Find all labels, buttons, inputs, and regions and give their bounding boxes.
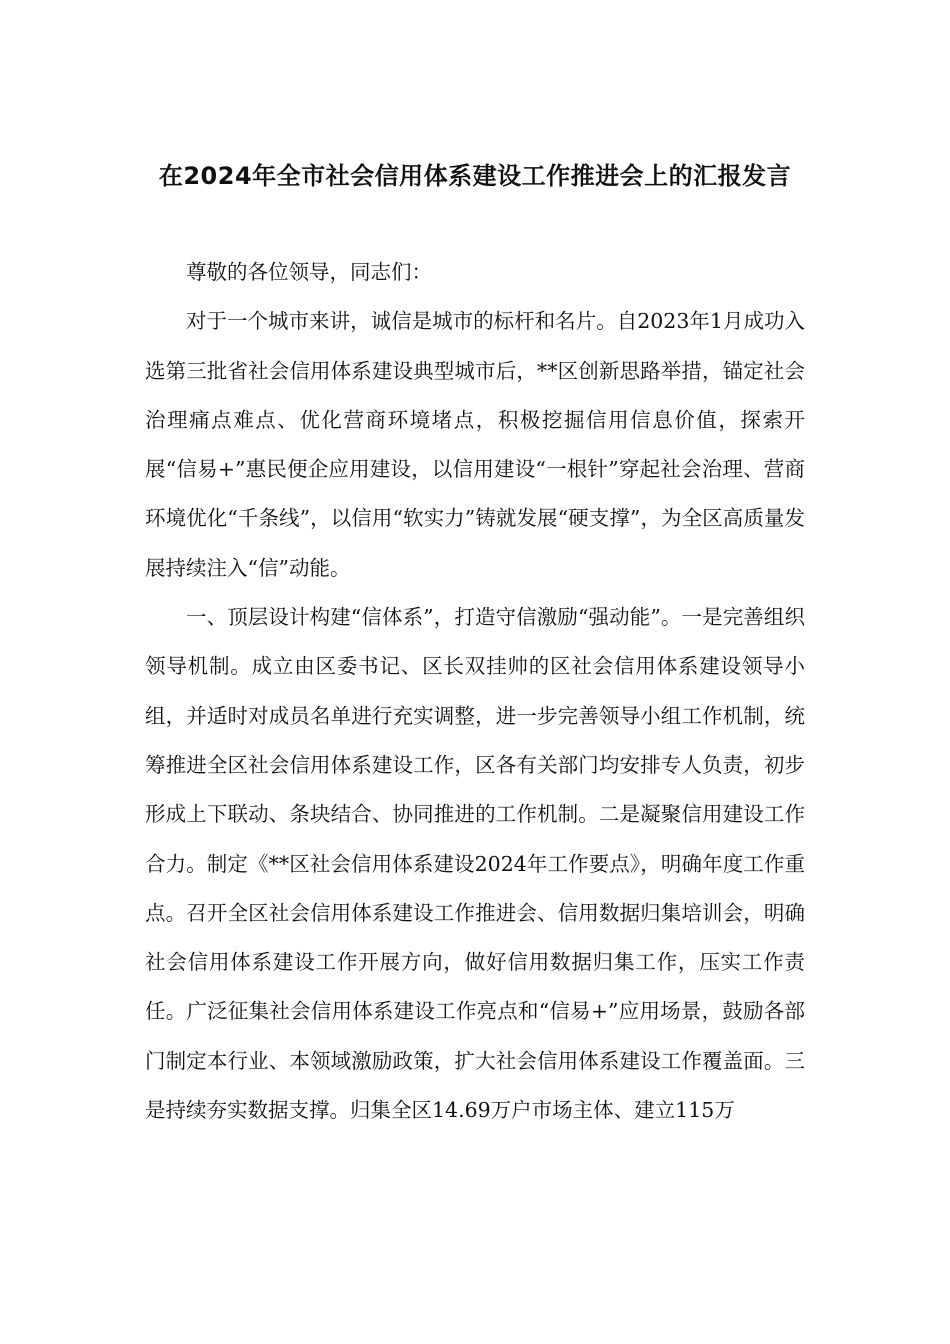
- salutation-paragraph: 尊敬的各位领导，同志们：: [186, 260, 432, 284]
- document-body: [145, 248, 805, 1135]
- intro-paragraph: 对于一个城市来讲，诚信是城市的标杆和名片。自2023年1月成功入选第三批省社会信用体系建设典型城市后，**区创新思路举措，锚定社会治理痛点难点、优化营商环境堵点，积极挖掘信用信息价值，探索开展“信易+”惠民便企应用建设，以信用建设“一根针”穿起社会治理、营商环境优化“千条线”，以信用“软实力”铸就发展“硬支撑”，为全区高质量发展持续注入“信”动能。: [145, 309, 805, 580]
- document-title: 在2024年全市社会信用体系建设工作推进会上的汇报发言: [158, 162, 792, 190]
- section-one-paragraph: 一、顶层设计构建“信体系”，打造守信激励“强动能”。一是完善组织领导机制。成立由区委书记、区长双挂帅的区社会信用体系建设领导小组，并适时对成员名单进行充实调整，进一步完善领导小组工作机制，统筹推进全区社会信用体系建设工作，区各有关部门均安排专人负责，初步形成上下联动、条块结合、协同推进的工作机制。二是凝聚信用建设工作合力。制定《**区社会信用体系建设2024年工作要点》，明确年度工作重点。召开全区社会信用体系建设工作推进会、信用数据归集培训会，明确社会信用体系建设工作开展方向，做好信用数据归集工作，压实工作责任。广泛征集社会信用体系建设工作亮点和“信易+”应用场景，鼓励各部门制定本行业、本领域激励政策，扩大社会信用体系建设工作覆盖面。三是持续夯实数据支撑。归集全区14.69万户市场主体、建立115万: [145, 605, 805, 1123]
